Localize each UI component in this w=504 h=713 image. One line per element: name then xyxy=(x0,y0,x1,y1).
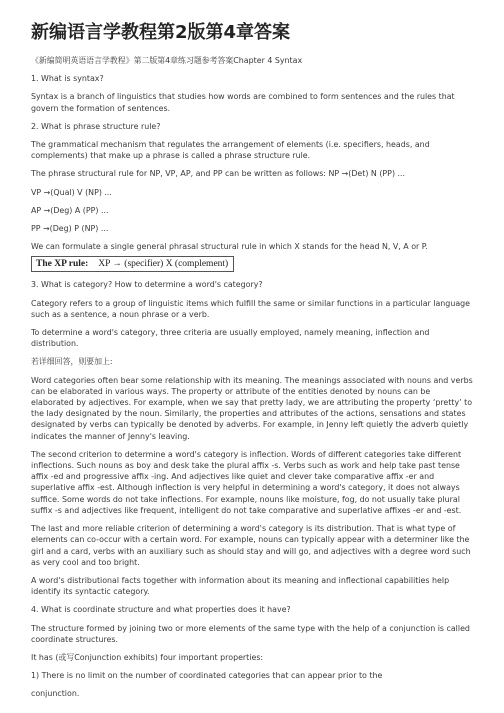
paragraph: 若详细回答，则要加上: xyxy=(31,357,113,367)
paragraph: A word's distributional facts together with information about its meaning and inflectional capabilities help identify its syntactic category. xyxy=(31,575,450,597)
paragraph: conjunction. xyxy=(31,689,80,699)
paragraph: Category refers to a group of linguistic items which fulfill the same or similar functions in a particular language such as a sentence, a noun phrase or a verb. xyxy=(31,298,471,319)
subtitle: 《新编简明英语语言学教程》第二版第4章练习题参考答案Chapter 4 Syntax xyxy=(31,56,303,65)
rule-line: AP →(Deg) A (PP) ... xyxy=(31,205,109,215)
rule-line: PP →(Deg) P (NP) ... xyxy=(31,224,109,234)
rule-line: VP →(Qual) V (NP) ... xyxy=(31,187,112,197)
paragraph: It has (或写Conjunction exhibits) four important properties: xyxy=(31,652,264,662)
paragraph: Syntax is a branch of linguistics that studies how words are combined to form sentences and the rules that govern the formation of sentences. xyxy=(31,92,455,113)
rule-line: The phrase structural rule for NP, VP, AP, and PP can be written as follows: NP →(Det) N (PP) ... xyxy=(31,169,406,179)
paragraph: We can formulate a single general phrasal structural rule in which X stands for the head N, V, A or P. xyxy=(31,242,428,252)
xp-rule-formula: XP → (specifier) X (complement) xyxy=(98,259,229,270)
paragraph: The last and more reliable criterion of determining a word's category is its distribution. That is what type of elements can co-occur with a certain word. For example, nouns can typically appear with a determiner like the girl and a card, verbs with an auxiliary such as should stay and will go, and adjectives with a degree word such as very cool and too bright. xyxy=(31,524,471,567)
paragraph: The grammatical mechanism that regulates the arrangement of elements (i.e. specifiers, heads, and complements) that make up a phrase is called a phrase structure rule. xyxy=(31,140,430,161)
paragraph: The structure formed by joining two or more elements of the same type with the help of a conjunction is called coordinate structures. xyxy=(31,623,470,644)
question-heading: 4. What is coordinate structure and what properties does it have? xyxy=(31,605,291,615)
paragraph: 1) There is no limit on the number of coordinated categories that can appear prior to the xyxy=(31,671,383,681)
xp-rule-label: The XP rule: xyxy=(36,259,89,270)
question-heading: 2. What is phrase structure rule? xyxy=(31,121,161,131)
question-heading: 1. What is syntax? xyxy=(31,74,104,84)
question-heading: 3. What is category? How to determine a word's category? xyxy=(31,280,263,290)
document-body xyxy=(31,55,475,707)
xp-rule-box xyxy=(31,256,234,272)
paragraph: Word categories often bear some relationship with its meaning. The meanings associated with nouns and verbs can be elaborated in various ways. The property or attribute of the entities denoted by nouns can be elaborated by adjectives. For example, when we say that pretty lady, we are attributing the property ‘pretty’ to the lady designated by the noun. Similarly, the properties and attributes of the actions, sensations and states designated by verbs can typically be denoted by adverbs. For example, in Jenny left quietly the adverb quietly indicates the manner of Jenny's leaving. xyxy=(31,375,473,441)
document-title: 新编语言学教程第2版第4章答案 xyxy=(31,22,291,43)
paragraph: The second criterion to determine a word's category is inflection. Words of different categories take different inflections. Such nouns as boy and desk take the plural affix -s. Verbs such as work and help take past tense affix -ed and progressive affix -ing. And adjectives like quiet and clever take comparative affix -er and superlative affix -est. Although inflection is very helpful in determining a word's category, it does not always suffice. Some words do not take inflections. For example, nouns like moisture, fog, do not usually take plural suffix -s and adjectives like frequent, intelligent do not take comparative and superlative affixes -er and -est. xyxy=(31,449,462,515)
paragraph: To determine a word's category, three criteria are usually employed, namely meaning, inflection and distribution. xyxy=(31,328,430,349)
